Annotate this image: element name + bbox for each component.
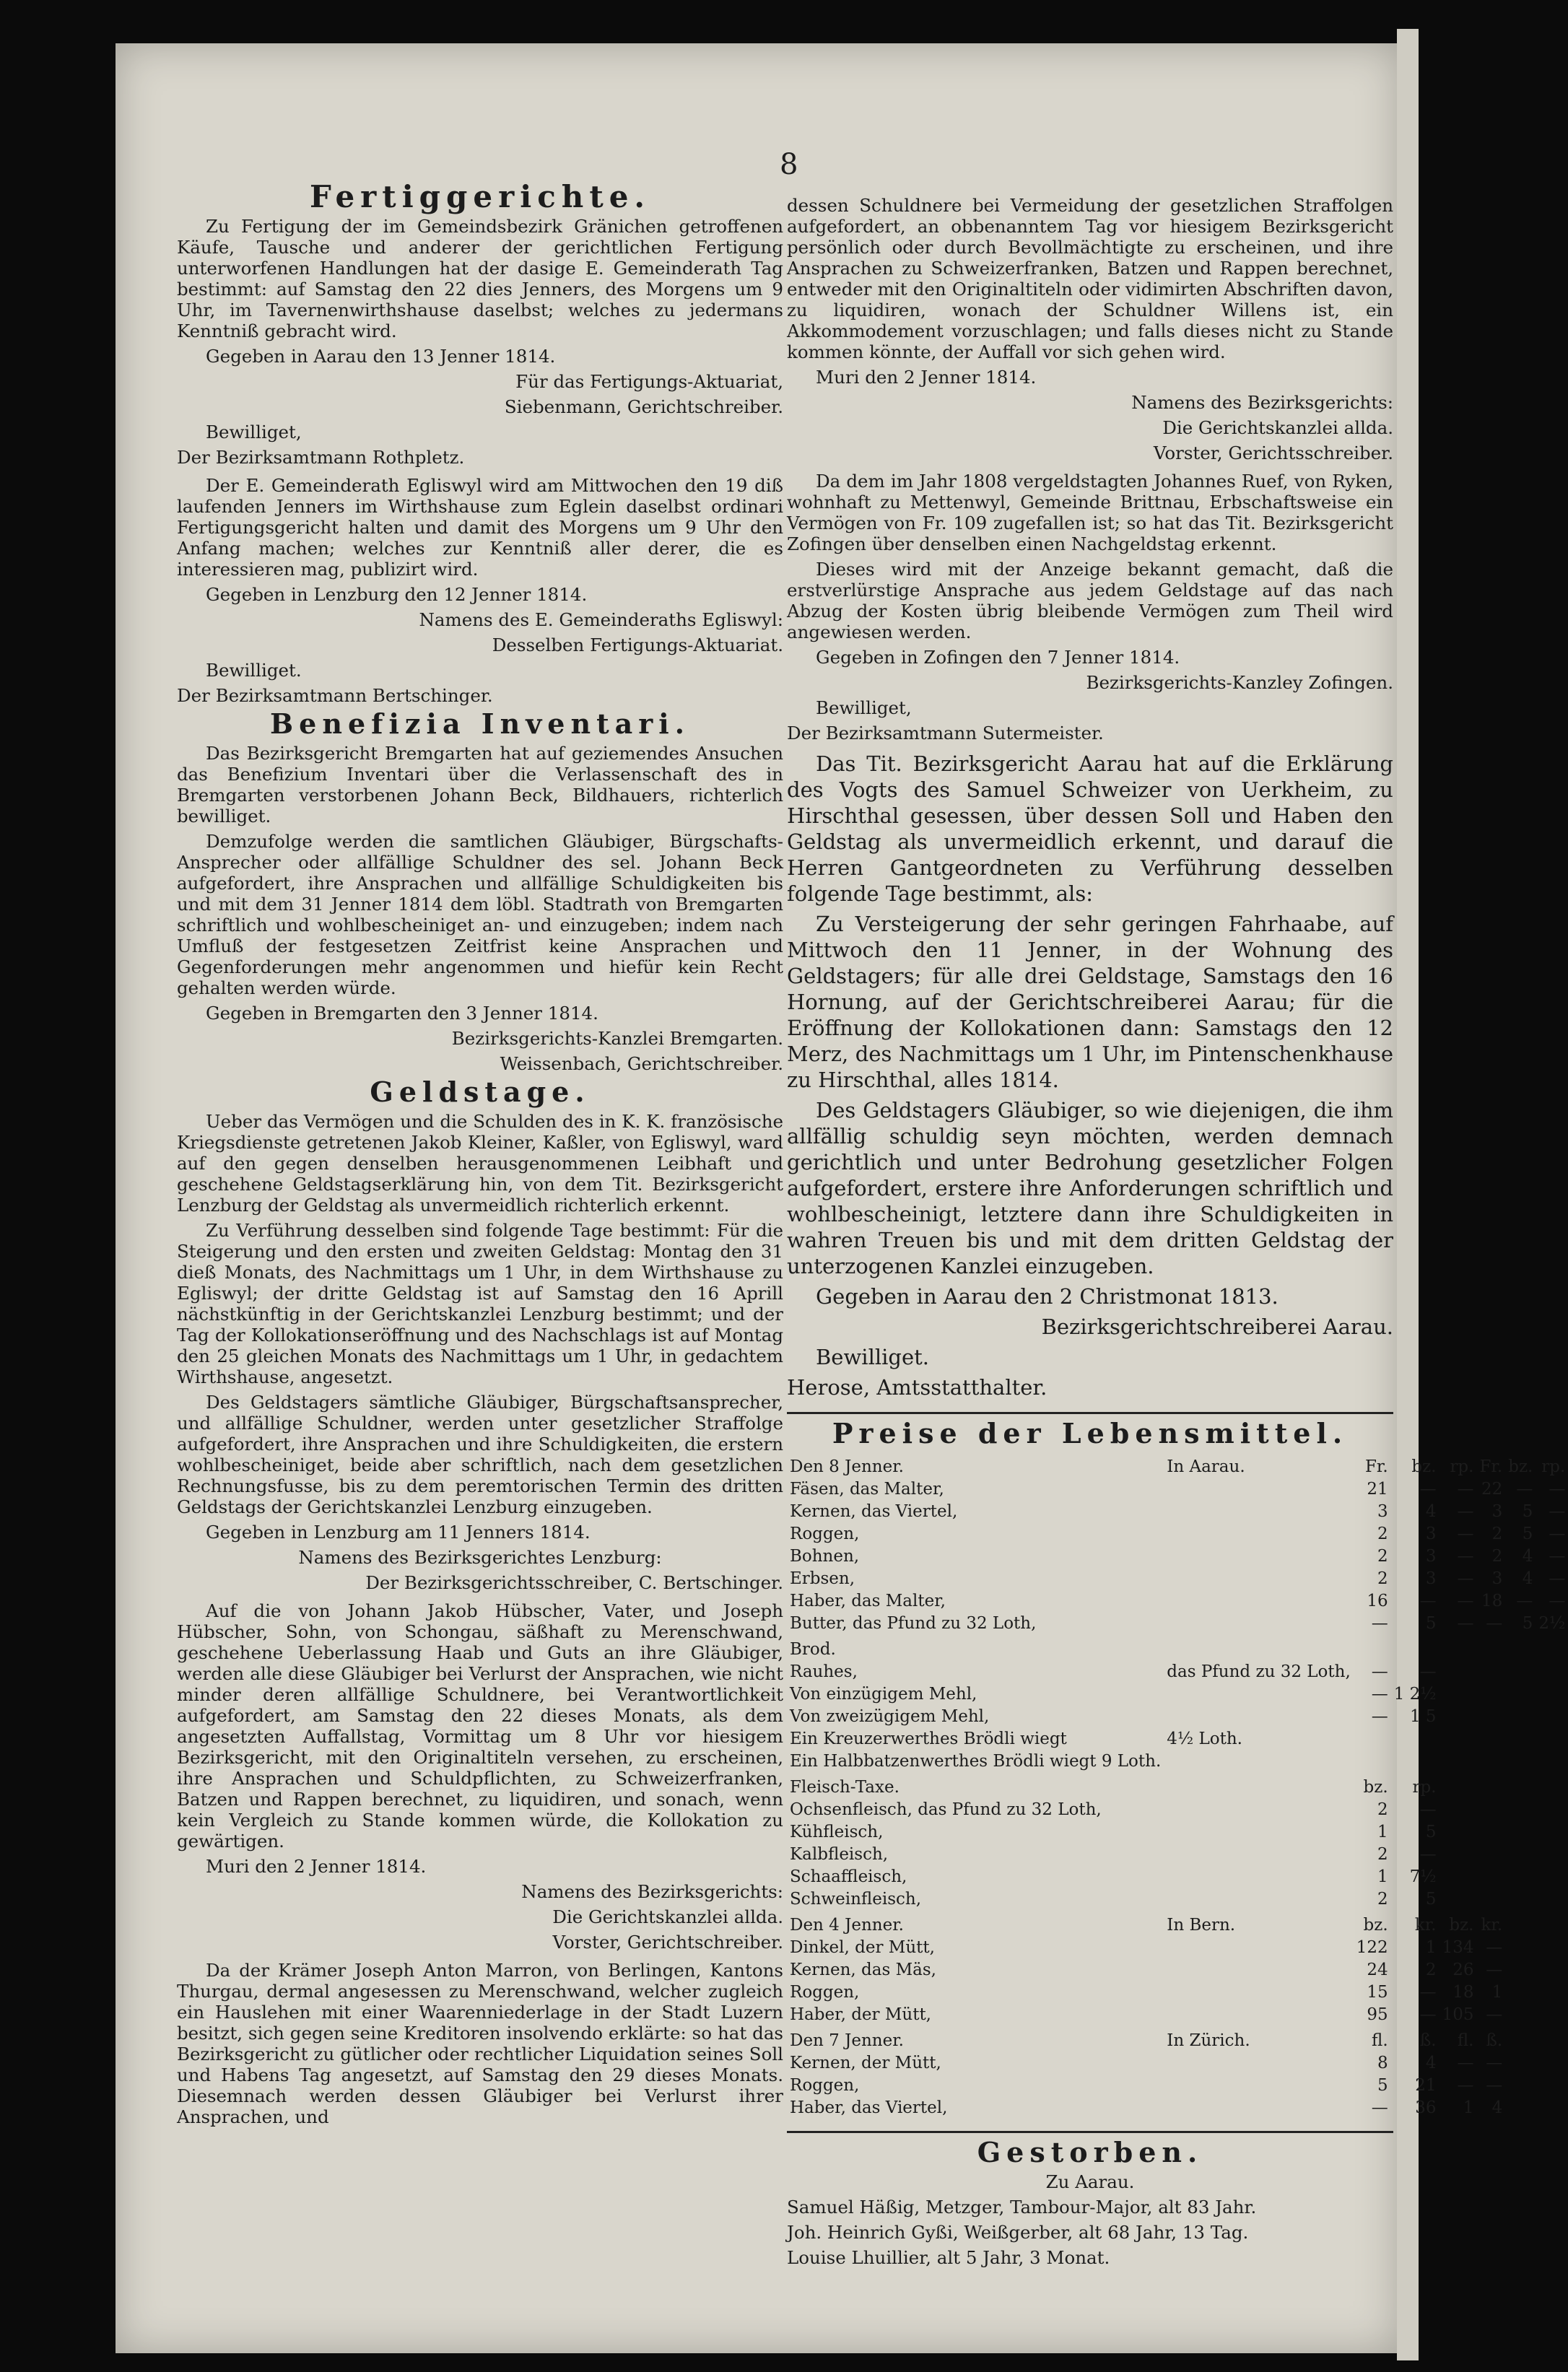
price-value: — xyxy=(1419,1845,1437,1864)
notice-text: Das Bezirksgericht Bremgarten hat auf geziemendes Ansuchen das Benefizium Inventari über die Verlassenschaft des in Bremgarten verstorbenen Johann Beck, Bildhauers, richterlich bewilliget. xyxy=(177,743,783,827)
price-value: — xyxy=(1457,2054,1474,2072)
price-row xyxy=(787,1613,1568,1635)
price-value: 5 xyxy=(1425,1614,1437,1633)
signature-line: Die Gerichtskanzlei allda. xyxy=(1162,417,1393,438)
price-row xyxy=(787,2004,1568,2026)
price-unit-header: rp. xyxy=(1541,1457,1566,1476)
notice-text: Dieses wird mit der Anzeige bekannt gemacht, daß die erstverlürstige Ansprache aus jedem Geldstage auf das nach Abzug der Kosten übrig bleibende Vermögen zum Theil wird angewiesen werden. xyxy=(787,559,1393,642)
price-row xyxy=(787,1866,1568,1888)
price-unit-header: fl. xyxy=(1457,2031,1474,2050)
price-header-row xyxy=(787,1911,1568,1937)
divider xyxy=(787,1412,1393,1414)
price-value: — xyxy=(1419,1480,1437,1499)
price-unit: 4½ Loth. xyxy=(1167,1730,1242,1748)
price-row xyxy=(787,1728,1568,1750)
price-spacer xyxy=(1164,1866,1354,1888)
price-value: 1 xyxy=(1463,2098,1474,2117)
approval-line: Bewilliget. xyxy=(206,660,302,681)
price-value: — xyxy=(1516,1592,1533,1610)
price-value: — xyxy=(1371,1662,1388,1681)
place-date: Gegeben in Lenzburg den 12 Jenner 1814. xyxy=(206,584,588,605)
price-value: — xyxy=(1457,1502,1474,1521)
price-value: 3 xyxy=(1425,1525,1437,1543)
price-value: 16 xyxy=(1367,1592,1388,1610)
deaths-place: Zu Aarau. xyxy=(1045,2171,1135,2192)
signature-line: Namens des E. Gemeinderaths Egliswyl: xyxy=(419,609,783,630)
signature-line: Namens des Bezirksgerichtes Lenzburg: xyxy=(298,1547,662,1568)
price-item: Kernen, das Mäs, xyxy=(790,1961,936,1979)
signature-line: Bezirksgerichtschreiberei Aarau. xyxy=(1041,1314,1393,1339)
price-value: 3 xyxy=(1425,1547,1437,1566)
price-spacer xyxy=(1164,1590,1354,1613)
price-value: — xyxy=(1419,1662,1437,1681)
price-item: Haber, der Mütt, xyxy=(790,2005,931,2024)
price-value: 2 xyxy=(1491,1547,1503,1566)
price-header-row xyxy=(787,1452,1568,1478)
price-value: — xyxy=(1419,2005,1437,2024)
price-unit-header: Fr. xyxy=(1364,1457,1388,1476)
price-unit-header: kr. xyxy=(1481,1916,1503,1935)
price-value: 5 xyxy=(1522,1525,1533,1543)
price-item: Kernen, das Viertel, xyxy=(790,1502,958,1521)
price-unit-header: bz. xyxy=(1363,1778,1388,1797)
deaths-section xyxy=(787,2136,1393,2268)
price-item: Erbsen, xyxy=(790,1569,855,1588)
price-place: In Bern. xyxy=(1167,1916,1236,1935)
place-date: Muri den 2 Jenner 1814. xyxy=(816,367,1037,388)
notice-text: Des Geldstagers sämtliche Gläubiger, Bürgschaftsansprecher, und allfällige Schuldner, werden unter gesetzlicher Straffolge aufgefordert, ihre Ansprachen und ihre Schuldigkeiten, die erstern wohlbescheiniget, beide aber schriftlich, nach dem gesetzlichen Rechnungsfusse, bis zu dem peremtorischen Termin des dritten Geldstags der Gerichtskanzlei Lenzburg einzugeben. xyxy=(177,1392,783,1517)
price-value: 4 xyxy=(1522,1569,1533,1588)
price-row xyxy=(787,1523,1568,1545)
price-spacer xyxy=(1164,1959,1354,1981)
price-value: 1 xyxy=(1377,1867,1388,1886)
section-heading-prices: Preise der Lebensmittel. xyxy=(832,1417,1349,1449)
price-item: Roggen, xyxy=(790,2076,860,2095)
price-value: 3 xyxy=(1491,1569,1503,1588)
prices-table xyxy=(787,1452,1568,2119)
price-spacer xyxy=(1164,1545,1354,1568)
notice-text: dessen Schuldnere bei Vermeidung der gesetzlichen Straffolgen aufgefordert, an obbenanntem Tag vor hiesigem Bezirksgericht persönlich oder durch Bevollmächtigte zu erscheinen, und ihre Ansprachen zu Schweizerfranken, Batzen und Rappen berechnet, entweder mit den Originaltiteln oder vidimirten Abschriften davon, zu liquidiren, wonach der Schuldner Willens ist, ein Akkommodement vorzuschlagen; und falls dieses nicht zu Stande kommen könnte, der Auffall vor sich gehen wird. xyxy=(787,195,1393,362)
notice-text: Das Tit. Bezirksgericht Aarau hat auf die Erklärung des Vogts des Samuel Schweizer von Uerkheim, zu Hirschthal gesessen, über dessen Soll und Haben den Geldstag als unvermeidlich erkennt, und darauf die Herren Gantgeordneten zu Verführung desselben folgende Tage bestimmt, als: xyxy=(787,751,1393,906)
price-value: — xyxy=(1549,1502,1566,1521)
price-spacer xyxy=(1164,1523,1354,1545)
price-spacer xyxy=(1164,1821,1354,1844)
price-row xyxy=(787,1545,1568,1568)
price-item: Ein Halbbatzenwerthes Brödli wiegt 9 Loth. xyxy=(790,1752,1162,1771)
price-spacer xyxy=(1164,1844,1354,1866)
price-item: Roggen, xyxy=(790,1983,860,2002)
price-row xyxy=(787,1706,1568,1728)
notice-text: Auf die von Johann Jakob Hübscher, Vater, und Joseph Hübscher, Sohn, von Schongau, säßhaft zu Merenschwand, geschehene Ueberlassung Haab und Guts an ihre Gläubiger, werden alle diese Gläubiger bei Verlurst der Ansprachen, wie nicht minder deren allfällige Schuldnere, bei Verantwortlichkeit aufgefordert, am Samstag den 22 dieses Monats, als dem angesetzten Auffallstag, Vormittag um 8 Uhr vor hiesigem Bezirksgericht, mit den Originaltiteln versehen, zu erscheinen, ihre Ansprachen und Schuldpflichten, zu Schweizerfranken, Batzen und Rappen berechnet, zu liquidiren, und sonach, wenn kein Vergleich zu Stande kommen würde, die Kollokation zu gewärtigen. xyxy=(177,1600,783,1852)
price-spacer xyxy=(1164,1613,1354,1635)
price-header-row xyxy=(787,2026,1568,2052)
price-spacer xyxy=(1164,2075,1354,2097)
official-line: Der Bezirksamtmann Sutermeister. xyxy=(787,723,1104,744)
notice-text: Der E. Gemeinderath Egliswyl wird am Mittwochen den 19 diß laufenden Jenners im Wirthshause zum Eglein daselbst ordinari Fertigungsgericht halten und damit des Morgens um 9 Uhr den Anfang machen; welches zur Kenntniß aller derer, die es interessieren mag, publizirt wird. xyxy=(177,475,783,580)
approval-line: Bewilliget, xyxy=(206,422,302,442)
price-item: Von zweizügigem Mehl, xyxy=(790,1707,990,1726)
price-row xyxy=(787,1799,1568,1821)
price-value: 21 xyxy=(1415,2076,1437,2095)
price-unit xyxy=(1164,1750,1354,1773)
price-spacer xyxy=(1164,2052,1354,2075)
price-value: — xyxy=(1371,1614,1388,1633)
price-value: — xyxy=(1486,2076,1503,2095)
price-value: 2 xyxy=(1377,1890,1388,1909)
section-heading-geldstage: Geldstage. xyxy=(370,1076,591,1108)
price-unit-header: ß. xyxy=(1486,2031,1503,2050)
price-item: Bohnen, xyxy=(790,1547,860,1566)
price-item: Rauhes, xyxy=(790,1662,858,1681)
price-value: — xyxy=(1457,1592,1474,1610)
price-row xyxy=(787,1821,1568,1844)
price-spacer xyxy=(1164,1478,1354,1501)
place-date: Muri den 2 Jenner 1814. xyxy=(206,1856,427,1877)
place-date: Gegeben in Aarau den 13 Jenner 1814. xyxy=(206,346,556,367)
price-value: 122 xyxy=(1356,1938,1388,1957)
price-unit-header: bz. xyxy=(1449,1916,1474,1935)
price-value: 2½ xyxy=(1538,1614,1566,1633)
price-value: — xyxy=(1457,1525,1474,1543)
signature-line: Für das Fertigungs-Aktuariat, xyxy=(515,371,783,392)
price-row xyxy=(787,1683,1568,1706)
price-row xyxy=(787,1981,1568,2004)
price-item: Ein Kreuzerwerthes Brödli wiegt xyxy=(790,1730,1067,1748)
price-row xyxy=(787,1568,1568,1590)
price-value: — xyxy=(1549,1569,1566,1588)
notice-text: Zu Versteigerung der sehr geringen Fahrhaabe, auf Mittwoch den 11 Jenner, in der Wohnung des Geldstagers; für alle drei Geldstage, Samstags den 16 Hornung, auf der Gerichtschreiberei Aarau; für die Eröffnung der Kollokationen dann: Samstags den 12 Merz, des Nachmittags um 1 Uhr, im Pintenschenkhause zu Hirschthal, alles 1814. xyxy=(787,912,1393,1092)
price-value: — xyxy=(1371,1707,1388,1726)
price-place: In Zürich. xyxy=(1167,2031,1250,2050)
place-date: Gegeben in Bremgarten den 3 Jenner 1814. xyxy=(206,1003,598,1024)
price-row xyxy=(787,1937,1568,1959)
signature-line: Desselben Fertigungs-Aktuariat. xyxy=(492,635,783,655)
page-number: 8 xyxy=(780,148,798,181)
price-spacer xyxy=(1164,1501,1354,1523)
price-spacer xyxy=(1164,1981,1354,2004)
price-value xyxy=(1391,1728,1439,1750)
price-item: Haber, das Viertel, xyxy=(790,2098,948,2117)
price-value: 22 xyxy=(1481,1480,1503,1499)
signature-line: Vorster, Gerichtschreiber. xyxy=(552,1932,783,1953)
price-value: 2 xyxy=(1377,1525,1388,1543)
price-subheading: Brod. xyxy=(790,1640,836,1659)
price-unit-header: rp. xyxy=(1450,1457,1474,1476)
price-row xyxy=(787,1501,1568,1523)
price-row xyxy=(787,1661,1568,1683)
price-value: 5 xyxy=(1425,1823,1437,1841)
price-value: 95 xyxy=(1367,2005,1388,2024)
price-value: 24 xyxy=(1367,1961,1388,1979)
price-item: Fäsen, das Malter, xyxy=(790,1480,944,1499)
death-entry: Louise Lhuillier, alt 5 Jahr, 3 Monat. xyxy=(787,2247,1110,2268)
price-unit xyxy=(1164,1706,1354,1728)
price-value: 4 xyxy=(1491,2098,1503,2117)
signature-line: Namens des Bezirksgerichts: xyxy=(521,1881,783,1902)
section-heading-deaths: Gestorben. xyxy=(977,2136,1203,2168)
price-value: — xyxy=(1419,1983,1437,2002)
price-value: 1 xyxy=(1377,1823,1388,1841)
price-value: 18 xyxy=(1452,1983,1474,2002)
price-spacer xyxy=(1164,1568,1354,1590)
price-value: — xyxy=(1549,1480,1566,1499)
price-value: 1 2½ xyxy=(1393,1685,1437,1704)
divider xyxy=(787,2131,1393,2133)
price-value: 5 xyxy=(1377,2076,1388,2095)
price-item: Ochsenfleisch, das Pfund zu 32 Loth, xyxy=(790,1800,1102,1819)
price-item: Kalbfleisch, xyxy=(790,1845,889,1864)
notice-text: Zu Verführung desselben sind folgende Tage bestimmt: Für die Steigerung und den ersten und zweiten Geldstag: Montag den 31 dieß Monats, des Nachmittags um 1 Uhr, in dem Wirthshause zu Egliswyl; der dritte Geldstag ist auf Samstag den 16 Aprill nächstkünftig in der Gerichtskanzlei Lenzburg bestimmt; und der Tag der Kollokationseröffnung und des Nachschlags ist auf Montag den 25 gleichen Monats des Nachmittags um 1 Uhr, in gedachtem Wirthshause, angesetzt. xyxy=(177,1220,783,1387)
price-unit-header: bz. xyxy=(1508,1457,1533,1476)
price-item: Schweinfleisch, xyxy=(790,1890,922,1909)
price-value: — xyxy=(1486,1614,1503,1633)
price-value: 2 xyxy=(1377,1547,1388,1566)
price-value: — xyxy=(1457,1547,1474,1566)
price-unit xyxy=(1164,1683,1354,1706)
price-value: — xyxy=(1486,2005,1503,2024)
price-item: Haber, das Malter, xyxy=(790,1592,946,1610)
price-value: 5 xyxy=(1522,1502,1533,1521)
signature-line: Siebenmann, Gerichtschreiber. xyxy=(504,396,783,417)
price-spacer xyxy=(1164,1888,1354,1911)
place-date: Gegeben in Lenzburg am 11 Jenners 1814. xyxy=(206,1522,591,1543)
notice-text: Da dem im Jahr 1808 vergeldstagten Johannes Ruef, von Ryken, wohnhaft zu Mettenwyl, Gemeinde Brittnau, Erbschaftsweise ein Vermögen von Fr. 109 zugefallen ist; so hat das Tit. Bezirksgericht Zofingen über denselben einen Nachgeldstag erkennt. xyxy=(787,471,1393,554)
price-item: Kühfleisch, xyxy=(790,1823,884,1841)
signature-line: Weissenbach, Gerichtschreiber. xyxy=(500,1053,783,1074)
price-value: 18 xyxy=(1481,1592,1503,1610)
price-date: Den 7 Jenner. xyxy=(790,2031,904,2050)
price-value: — xyxy=(1457,1569,1474,1588)
signature-line: Vorster, Gerichtsschreiber. xyxy=(1153,442,1393,463)
price-row xyxy=(787,2075,1568,2097)
price-spacer xyxy=(1164,2097,1354,2119)
price-value xyxy=(1354,1750,1391,1773)
price-value: — xyxy=(1457,1480,1474,1499)
price-place: In Aarau. xyxy=(1167,1457,1245,1476)
right-column xyxy=(787,195,1566,2272)
price-value: 3 xyxy=(1491,1502,1503,1521)
price-value: 2 xyxy=(1491,1525,1503,1543)
price-value: — xyxy=(1419,1592,1437,1610)
price-value: — xyxy=(1457,1614,1474,1633)
section-heading-fertiggerichte: Fertiggerichte. xyxy=(309,179,651,214)
left-column xyxy=(177,180,783,2132)
price-value xyxy=(1354,1728,1391,1750)
official-line: Der Bezirksamtmann Bertschinger. xyxy=(177,685,493,706)
price-subheading-row xyxy=(787,1635,1568,1661)
price-value: 134 xyxy=(1442,1938,1474,1957)
price-value: — xyxy=(1419,1800,1437,1819)
price-date: Den 8 Jenner. xyxy=(790,1457,904,1476)
approval-line: Bewilliget, xyxy=(816,697,912,718)
price-value xyxy=(1391,1750,1439,1773)
price-unit-header: kr. xyxy=(1414,1916,1437,1935)
price-value: 5 xyxy=(1522,1614,1533,1633)
price-spacer xyxy=(1164,2004,1354,2026)
price-value: 1 xyxy=(1425,1938,1437,1957)
approval-line: Bewilliget. xyxy=(816,1345,929,1369)
price-value: 8 xyxy=(1377,2054,1388,2072)
price-unit-header: fl. xyxy=(1372,2031,1388,2050)
notice-text: Ueber das Vermögen und die Schulden des in K. K. französische Kriegsdienste getretenen Jakob Kleiner, Kaßler, von Egliswyl, ward auf den gegen denselben herausgenommenen Leibhaft und geschehene Geldstagserklärung hin, von dem Tit. Bezirksgericht Lenzburg der Geldstag als unvermeidlich richterlich erkennt. xyxy=(177,1111,783,1216)
price-item: Kernen, der Mütt, xyxy=(790,2054,941,2072)
price-spacer xyxy=(1164,1799,1354,1821)
price-value: — xyxy=(1371,1685,1388,1704)
price-item: Butter, das Pfund zu 32 Loth, xyxy=(790,1614,1037,1633)
price-value: 1 xyxy=(1491,1983,1503,2002)
price-value: — xyxy=(1486,1961,1503,1979)
notice-text: Des Geldstagers Gläubiger, so wie diejenigen, die ihm allfällig schuldig seyn möchten, werden demnach gerichtlich und unter Bedrohung gesetzlicher Folgen aufgefordert, erstere ihre Anforderungen schriftlich und wohlbescheinigt, letztere dann ihre Schuldigkeiten in wahren Treuen bis und mit dem dritten Geldstag der unterzogenen Kanzlei einzugeben. xyxy=(787,1098,1393,1278)
price-value: — xyxy=(1486,1938,1503,1957)
price-header-row xyxy=(787,1773,1568,1799)
price-value: 1 5 xyxy=(1409,1707,1437,1726)
price-subheading: Fleisch-Taxe. xyxy=(790,1778,900,1797)
price-row xyxy=(787,1844,1568,1866)
notice-text: Da der Krämer Joseph Anton Marron, von Berlingen, Kantons Thurgau, dermal angesessen zu Merenschwand, welcher zugleich ein Hauslehen mit einer Waarenniederlage in der Stadt Luzern besitzt, sich gegen seine Kreditoren insolvendo erklärte: so hat das Bezirksgericht zu gütlicher oder rechtlicher Liquidation seines Soll und Habens Tag angesetzt, auf Samstag den 29 dieses Monats. Diesemnach werden dessen Gläubiger bei Verlurst ihrer Ansprachen, und xyxy=(177,1960,783,2127)
price-value: 2 xyxy=(1377,1800,1388,1819)
price-value: 4 xyxy=(1425,2054,1437,2072)
price-item: Dinkel, der Mütt, xyxy=(790,1938,935,1957)
official-line: Herose, Amtsstatthalter. xyxy=(787,1375,1047,1400)
place-date: Gegeben in Aarau den 2 Christmonat 1813. xyxy=(816,1284,1279,1309)
price-value: 105 xyxy=(1442,2005,1474,2024)
price-value: — xyxy=(1549,1525,1566,1543)
price-value: — xyxy=(1457,2076,1474,2095)
signature-line: Der Bezirksgerichtsschreiber, C. Bertschinger. xyxy=(365,1572,783,1593)
price-value: 2 xyxy=(1377,1569,1388,1588)
price-value: 36 xyxy=(1415,2098,1437,2117)
price-unit: das Pfund zu 32 Loth, xyxy=(1167,1662,1351,1681)
death-entry: Samuel Häßig, Metzger, Tambour-Major, alt 83 Jahr. xyxy=(787,2197,1257,2218)
official-line: Der Bezirksamtmann Rothpletz. xyxy=(177,447,465,468)
price-value: 3 xyxy=(1425,1569,1437,1588)
price-row xyxy=(787,1888,1568,1911)
price-value: — xyxy=(1516,1480,1533,1499)
price-value: 26 xyxy=(1452,1961,1474,1979)
section-heading-benefizia: Benefizia Inventari. xyxy=(270,707,690,740)
price-value: 2 xyxy=(1425,1961,1437,1979)
signature-line: Namens des Bezirksgerichts: xyxy=(1131,392,1393,413)
price-value: — xyxy=(1549,1592,1566,1610)
price-spacer xyxy=(1164,1937,1354,1959)
price-unit-header: ß. xyxy=(1419,2031,1437,2050)
price-row xyxy=(787,1478,1568,1501)
price-value: 3 xyxy=(1377,1502,1388,1521)
price-row xyxy=(787,1590,1568,1613)
price-row xyxy=(787,1750,1568,1773)
notice-text: Demzufolge werden die samtlichen Gläubiger, Bürgschafts-Ansprecher oder allfällige Schuldner des sel. Johann Beck aufgefordert, ihre Ansprachen und allfällige Schuldigkeiten bis und mit dem 31 Jenner 1814 dem löbl. Stadtrath von Bremgarten schriftlich und wohlbescheiniget an- und einzugeben; indem nach Umfluß der festgesetzen Zeitfrist keine Ansprachen und Gegenforderungen mehr angenommen und hiefür kein Recht gehalten werden würde. xyxy=(177,831,783,998)
notice-text: Zu Fertigung der im Gemeindsbezirk Gränichen getroffenen Käufe, Tausche und anderer der gerichtlichen Fertigung unterworfenen Handlungen hat der dasige E. Gemeinderath Tag bestimmt: auf Samstag den 22 dies Jenners, des Morgens um 9 Uhr, im Tavernenwirthshause daselbst; welches zu jedermans Kenntniß gebracht wird. xyxy=(177,216,783,341)
price-unit-header: Fr. xyxy=(1479,1457,1503,1476)
price-value: — xyxy=(1549,1547,1566,1566)
price-unit-header: bz. xyxy=(1363,1916,1388,1935)
price-value: 7½ xyxy=(1409,1867,1437,1886)
price-item: Von einzügigem Mehl, xyxy=(790,1685,977,1704)
price-value: — xyxy=(1371,2098,1388,2117)
price-row xyxy=(787,1959,1568,1981)
price-value: 4 xyxy=(1522,1547,1533,1566)
price-value: 2 xyxy=(1377,1845,1388,1864)
price-unit-header: bz. xyxy=(1411,1457,1437,1476)
price-value: 5 xyxy=(1425,1890,1437,1909)
prices-table-body xyxy=(787,1452,1568,2119)
price-value: 15 xyxy=(1367,1983,1388,2002)
price-item: Roggen, xyxy=(790,1525,860,1543)
signature-line: Bezirksgerichts-Kanzlei Bremgarten. xyxy=(451,1028,783,1049)
price-value: — xyxy=(1486,2054,1503,2072)
price-unit-header: rp. xyxy=(1412,1778,1437,1797)
death-entry: Joh. Heinrich Gyßi, Weißgerber, alt 68 Jahr, 13 Tag. xyxy=(787,2222,1249,2243)
signature-line: Die Gerichtskanzlei allda. xyxy=(552,1906,783,1927)
price-row xyxy=(787,2052,1568,2075)
signature-line: Bezirksgerichts-Kanzley Zofingen. xyxy=(1086,672,1393,693)
place-date: Gegeben in Zofingen den 7 Jenner 1814. xyxy=(816,647,1180,668)
price-row xyxy=(787,2097,1568,2119)
price-date: Den 4 Jenner. xyxy=(790,1916,904,1935)
price-value: 4 xyxy=(1425,1502,1437,1521)
price-spacer xyxy=(1164,1773,1354,1799)
price-item: Schaaffleisch, xyxy=(790,1867,907,1886)
price-value: 21 xyxy=(1367,1480,1388,1499)
